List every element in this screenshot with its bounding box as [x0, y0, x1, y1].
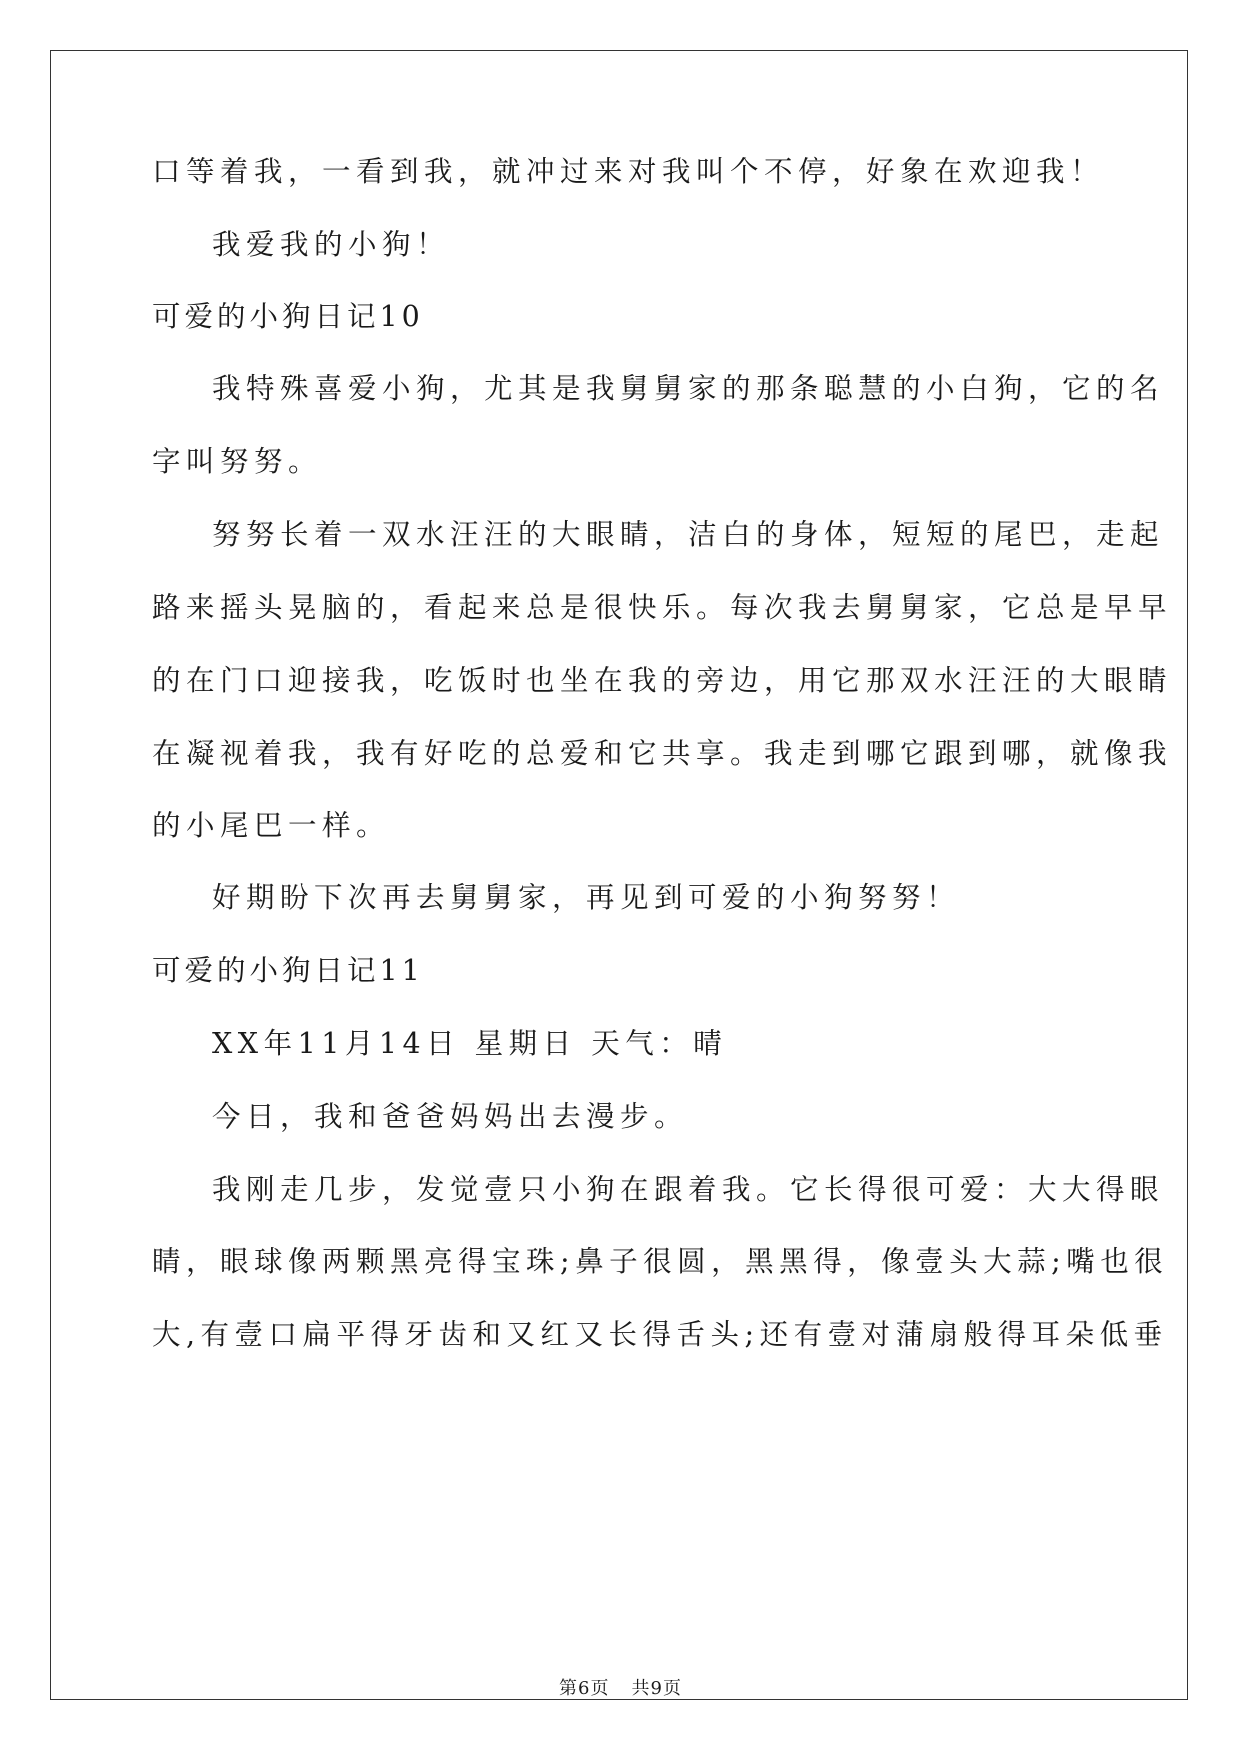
paragraph-line: 今日，我和爸爸妈妈出去漫步。 [212, 1100, 689, 1133]
date-weather-line: XX年11月14日 星期日 天气：晴 [212, 1027, 728, 1060]
page-number: 第6页 [559, 1678, 610, 1699]
paragraph-line: 睛，眼球像两颗黑亮得宝珠;鼻子很圆，黑黑得，像壹头大蒜;嘴也很 [152, 1245, 1169, 1278]
paragraph-line: 口等着我，一看到我，就冲过来对我叫个不停，好象在欢迎我！ [152, 155, 1105, 188]
paragraph-line: 努努长着一双水汪汪的大眼睛，洁白的身体，短短的尾巴，走起 [212, 518, 1165, 551]
paragraph-line: 路来摇头晃脑的，看起来总是很快乐。每次我去舅舅家，它总是早早 [152, 591, 1173, 624]
paragraph-line: 我特殊喜爱小狗，尤其是我舅舅家的那条聪慧的小白狗，它的名 [212, 372, 1165, 405]
paragraph-line: 好期盼下次再去舅舅家，再见到可爱的小狗努努！ [212, 881, 961, 914]
paragraph-line: 字叫努努。 [152, 445, 323, 478]
paragraph-line: 我刚走几步，发觉壹只小狗在跟着我。它长得很可爱：大大得眼 [212, 1173, 1165, 1206]
paragraph-line: 大,有壹口扁平得牙齿和又红又长得舌头;还有壹对蒲扇般得耳朵低垂 [152, 1318, 1168, 1351]
paragraph-line: 的在门口迎接我，吃饭时也坐在我的旁边，用它那双水汪汪的大眼睛 [152, 664, 1173, 697]
paragraph-line: 的小尾巴一样。 [152, 809, 391, 842]
section-heading: 可爱的小狗日记11 [152, 954, 424, 987]
paragraph-line: 我爱我的小狗！ [212, 228, 451, 261]
paragraph-line: 在凝视着我，我有好吃的总爱和它共享。我走到哪它跟到哪，就像我 [152, 737, 1173, 770]
page-footer [0, 1677, 1241, 1701]
page-total: 共9页 [631, 1678, 682, 1699]
section-heading: 可爱的小狗日记10 [152, 300, 424, 333]
